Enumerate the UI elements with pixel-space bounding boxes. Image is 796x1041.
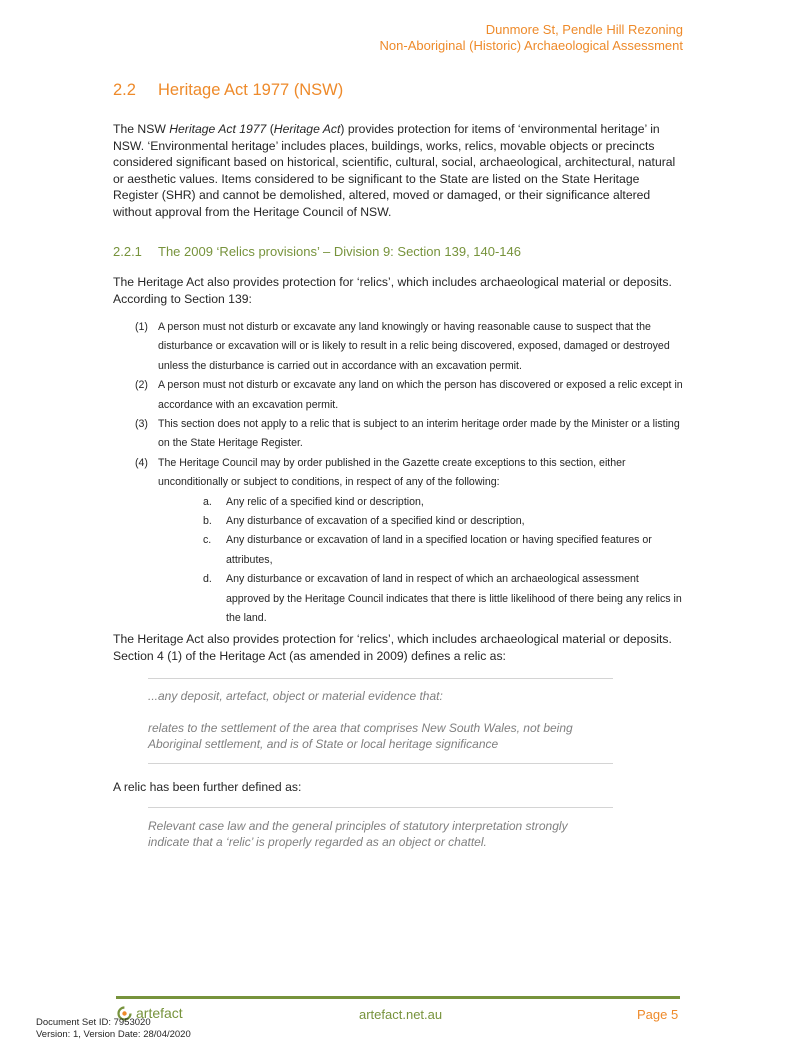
intro-italic-1: Heritage Act 1977 — [169, 122, 267, 136]
relic-definition-paragraph: The Heritage Act also provides protection for ‘relics’, which includes archaeological material or deposits. Section 4 (1) of the Heritage Act (as amended in 2009) defines a relic as: — [113, 632, 672, 663]
exception-item — [158, 531, 683, 570]
exceptions-list — [158, 493, 683, 629]
relics-paragraph: The Heritage Act also provides protection for ‘relics’, which includes archaeological material or deposits. According to Section 139: — [113, 275, 672, 306]
exception-marker: c. — [203, 534, 212, 547]
provision-text: The Heritage Council may by order published in the Gazette create exceptions to this section, either unconditionally or subject to conditions, in respect of any of the following: — [158, 456, 626, 489]
exception-item — [158, 570, 683, 628]
provision-item — [113, 318, 683, 376]
exception-text: Any relic of a specified kind or description, — [226, 495, 424, 508]
document-version: Version: 1, Version Date: 28/04/2020 — [36, 1029, 191, 1040]
provision-marker: (3) — [135, 418, 148, 431]
page-number: Page 5 — [637, 1007, 679, 1022]
header-line-1: Dunmore St, Pendle Hill Rezoning — [485, 22, 683, 37]
provision-text: A person must not disturb or excavate any land knowingly or having reasonable cause to suspect that the disturbance or excavation will or is likely to result in a relic being discovered, exposed, damaged or destroyed unless the disturbance is carried out in accordance with an excavation permit. — [158, 321, 670, 372]
intro-text-2: ( — [266, 122, 274, 136]
header-line-2: Non-Aboriginal (Historic) Archaeological Assessment — [379, 38, 683, 53]
provision-text: A person must not disturb or excavate any land on which the person has discovered or exposed a relic except in accordance with an excavation permit. — [158, 379, 683, 411]
provision-item — [113, 454, 683, 629]
provision-marker: (2) — [135, 379, 148, 392]
intro-paragraph — [113, 121, 683, 221]
subsection-heading — [113, 244, 521, 259]
section-139-provisions — [113, 318, 683, 629]
intro-text-1: The NSW — [113, 122, 170, 136]
exception-text: Any disturbance or excavation of land in respect of which an archaeological assessment approved by the Heritage Council indicates that there is little likelihood of there being any relics in the land. — [226, 573, 682, 625]
subsection-title: The 2009 ‘Relics provisions’ – Division 9: Section 139, 140-146 — [158, 244, 521, 259]
exception-item — [158, 512, 683, 531]
document-stamp — [36, 1017, 191, 1041]
footer-rule — [116, 996, 680, 999]
definition-quote-line-2: relates to the settlement of the area that comprises New South Wales, not being Aboriginal settlement, and is of State or local heritage significance — [148, 721, 573, 751]
provision-marker: (4) — [135, 456, 148, 469]
document-id: Document Set ID: 7953020 — [36, 1017, 151, 1028]
section-number: 2.2 — [113, 81, 136, 99]
exception-marker: a. — [203, 495, 212, 508]
provision-item — [113, 415, 683, 454]
running-header — [380, 22, 683, 54]
quote-divider-top-2 — [148, 807, 613, 808]
case-law-quote: Relevant case law and the general principles of statutory interpretation strongly indicate that a ‘relic’ is properly regarded as an object or chattel. — [148, 819, 568, 849]
section-heading — [113, 81, 343, 100]
provision-text: This section does not apply to a relic that is subject to an interim heritage order made by the Minister or a listing on the State Heritage Register. — [158, 418, 680, 450]
intro-text-3: ) provides protection for items of ‘environmental heritage’ in NSW. ‘Environmental heritage’ includes places, buildings, works, relics, movable objects or precincts considered significant based on historical, scientific, cultural, social, archaeological, architectural, natural or aesthetic values. Items considered to be significant to the State are listed on the State Heritage Register (SHR) and cannot be demolished, altered, moved or damaged, or their significance altered without approval from the Heritage Council of NSW. — [113, 122, 676, 219]
section-title: Heritage Act 1977 (NSW) — [158, 81, 344, 99]
exception-text: Any disturbance of excavation of a specified kind or description, — [226, 515, 525, 528]
website-link[interactable]: artefact.net.au — [359, 1007, 443, 1022]
quote-divider-top — [148, 678, 613, 679]
subsection-number: 2.2.1 — [113, 244, 142, 259]
intro-italic-2: Heritage Act — [273, 122, 341, 136]
quote-divider-bottom — [148, 763, 613, 764]
provision-marker: (1) — [135, 321, 148, 333]
exception-text: Any disturbance or excavation of land in a specified location or having specified features or attributes, — [226, 534, 652, 566]
exception-marker: b. — [203, 515, 212, 528]
exception-marker: d. — [203, 573, 212, 586]
provision-item — [113, 376, 683, 415]
definition-quote-line-1: ...any deposit, artefact, object or material evidence that: — [148, 689, 443, 703]
further-definition-paragraph: A relic has been further defined as: — [113, 780, 302, 794]
exception-item — [158, 493, 683, 512]
logo-text: artefact — [136, 1005, 183, 1021]
